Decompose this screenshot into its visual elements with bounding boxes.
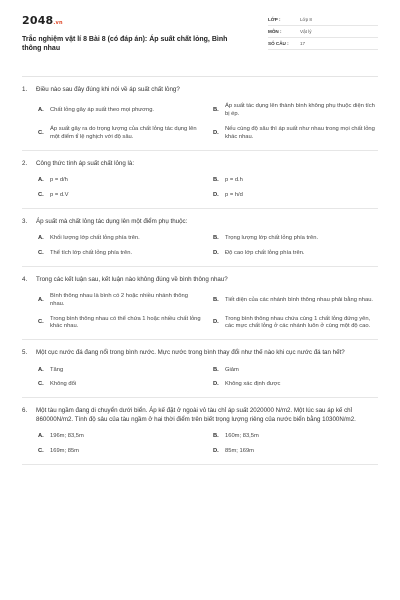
answer-option[interactable]	[213, 250, 378, 258]
option-text: 160m; 83,5m	[225, 432, 259, 439]
option-text: p = d.h	[225, 176, 243, 183]
logo-suffix: .vn	[53, 20, 63, 26]
answer-option[interactable]	[38, 177, 203, 185]
option-text: p = d.V	[50, 191, 69, 198]
answer-option[interactable]	[38, 103, 203, 119]
answer-option[interactable]	[213, 367, 378, 375]
answer-option[interactable]	[213, 126, 378, 142]
option-letter: D.	[213, 447, 219, 454]
option-text: Bình thông nhau là bình có 2 hoặc nhiều nhánh thông nhau.	[50, 292, 188, 307]
answer-options	[22, 177, 378, 200]
option-letter: A.	[38, 296, 44, 303]
page-title: Trắc nghiệm vật lí 8 Bài 8 (có đáp án): Áp suất chất lỏng, Bình thông nhau	[22, 35, 228, 52]
option-letter: D.	[213, 319, 219, 326]
question-item	[22, 151, 378, 209]
option-text: 85m; 169m	[225, 447, 254, 454]
meta-key: SỐ CÂU :	[268, 41, 289, 47]
header-left	[22, 14, 247, 53]
meta-value: 17	[300, 41, 306, 47]
option-letter: A.	[38, 432, 44, 439]
option-letter: D.	[213, 381, 219, 388]
answer-options	[22, 367, 378, 390]
answer-option[interactable]	[38, 192, 203, 200]
question-item	[22, 209, 378, 267]
option-letter: C.	[38, 381, 44, 388]
option-letter: C.	[38, 191, 44, 198]
answer-option[interactable]	[213, 448, 378, 456]
logo-main: 2048	[22, 14, 54, 27]
meta-key: MÔN :	[268, 29, 282, 35]
option-text: Tăng	[50, 366, 64, 373]
option-letter: B.	[213, 432, 219, 439]
question-text	[22, 276, 378, 284]
option-text: p = h/d	[225, 191, 243, 198]
option-letter: C.	[38, 447, 44, 454]
option-text: Tiết diện của các nhánh bình thông nhau phải bằng nhau.	[225, 296, 374, 303]
option-text: Trong bình thông nhau có thể chứa 1 hoặc nhiều chất lỏng khác nhau.	[50, 315, 201, 330]
option-text: Không xác định được	[225, 381, 281, 388]
option-text: 169m; 85m	[50, 447, 79, 454]
option-letter: A.	[38, 176, 44, 183]
option-text: Không đổi	[50, 381, 77, 388]
question-item	[22, 398, 378, 464]
answer-option[interactable]	[38, 381, 203, 389]
answer-option[interactable]	[213, 192, 378, 200]
question-body: Trong các kết luận sau, kết luận nào không đúng về bình thông nhau?	[36, 275, 228, 283]
option-letter: B.	[213, 296, 219, 303]
question-list	[22, 77, 378, 465]
option-text: Trong bình thông nhau chứa cùng 1 chất lỏng đứng yên, các mực chất lỏng ở các nhánh luôn ở cùng một độ cao.	[225, 315, 371, 330]
answer-option[interactable]	[213, 433, 378, 441]
option-letter: B.	[213, 234, 219, 241]
option-text: Áp suất gây ra do trọng lượng của chất lỏng tác dụng lên một điểm tỉ lệ nghịch với độ sâu.	[50, 125, 197, 140]
answer-option[interactable]	[213, 316, 378, 332]
option-text: Chất lỏng gây áp suất theo mọi phương.	[50, 107, 155, 114]
option-text: Thể tích lớp chất lỏng phía trên.	[50, 249, 133, 256]
option-letter: C.	[38, 129, 44, 136]
option-letter: A.	[38, 107, 44, 114]
question-text	[22, 349, 378, 357]
meta-row-subject	[268, 28, 378, 38]
answer-options	[22, 103, 378, 141]
question-number: 5.	[22, 349, 28, 357]
question-body: Công thức tính áp suất chất lỏng là:	[36, 159, 135, 167]
question-number: 1.	[22, 86, 28, 93]
meta-row-class	[268, 16, 378, 26]
meta-info	[268, 16, 378, 52]
question-item	[22, 267, 378, 341]
answer-option[interactable]	[213, 235, 378, 243]
meta-value: Lớp 8	[300, 17, 312, 23]
answer-option[interactable]	[38, 367, 203, 375]
answer-options	[22, 433, 378, 456]
option-text: Khối lượng lớp chất lỏng phía trên.	[50, 234, 140, 241]
option-text: Trọng lượng lớp chất lỏng phía trên.	[225, 234, 319, 241]
option-text: Áp suất tác dụng lên thành bình không phụ thuộc diện tích bị ép.	[225, 103, 375, 118]
question-text	[22, 160, 378, 168]
option-letter: C.	[38, 249, 44, 256]
answer-option[interactable]	[213, 103, 378, 119]
header	[22, 14, 378, 70]
answer-option[interactable]	[38, 250, 203, 258]
answer-option[interactable]	[38, 293, 203, 309]
question-body: Một tàu ngầm đang di chuyển dưới biển. Áp kế đặt ở ngoài vỏ tàu chỉ áp suất 2020000 N/m2. Một lúc sau áp kế chỉ 860000N/m2. Tính độ sâu của tàu ngầm ở hai thời điểm trên biết trọng lượng riêng của nước biển bằng 10300N/m2.	[36, 407, 356, 423]
option-text: Nếu cùng độ sâu thì áp suất như nhau trong mọi chất lỏng khác nhau.	[225, 125, 375, 140]
meta-key: LỚP :	[268, 17, 281, 23]
question-body: Một cục nước đá đang nổi trong bình nước. Mực nước trong bình thay đổi như thế nào khi cục nước đá tan hết?	[36, 349, 345, 357]
option-letter: D.	[213, 191, 219, 198]
answer-option[interactable]	[38, 235, 203, 243]
answer-option[interactable]	[38, 126, 203, 142]
answer-option[interactable]	[38, 448, 203, 456]
option-text: 196m; 83,5m	[50, 432, 84, 439]
answer-option[interactable]	[213, 177, 378, 185]
option-letter: C.	[38, 319, 44, 326]
site-logo[interactable]	[22, 14, 247, 29]
option-text: Giảm	[225, 366, 239, 373]
meta-value: Vật lý	[300, 29, 312, 35]
answer-option[interactable]	[38, 316, 203, 332]
option-letter: D.	[213, 249, 219, 256]
question-text	[22, 86, 378, 94]
option-letter: A.	[38, 366, 44, 373]
option-text: p = d/h	[50, 176, 68, 183]
option-letter: B.	[213, 176, 219, 183]
question-number: 2.	[22, 159, 28, 167]
question-body: Điều nào sau đây đúng khi nói về áp suất chất lỏng?	[36, 86, 180, 93]
question-item	[22, 77, 378, 151]
question-number: 4.	[22, 275, 28, 283]
question-text	[22, 407, 378, 424]
answer-options	[22, 235, 378, 258]
question-body: Áp suất mà chất lỏng tác dụng lên một điểm phụ thuộc:	[36, 217, 188, 225]
answer-option[interactable]	[38, 433, 203, 441]
question-number: 6.	[22, 407, 28, 415]
answer-option[interactable]	[213, 381, 378, 389]
answer-options	[22, 293, 378, 331]
meta-row-count	[268, 40, 378, 50]
option-letter: A.	[38, 234, 44, 241]
option-text: Độ cao lớp chất lỏng phía trên.	[225, 249, 305, 256]
option-letter: B.	[213, 107, 219, 114]
question-text	[22, 218, 378, 226]
option-letter: D.	[213, 129, 219, 136]
answer-option[interactable]	[213, 293, 378, 309]
question-item	[22, 340, 378, 398]
question-number: 3.	[22, 217, 28, 225]
option-letter: B.	[213, 366, 219, 373]
